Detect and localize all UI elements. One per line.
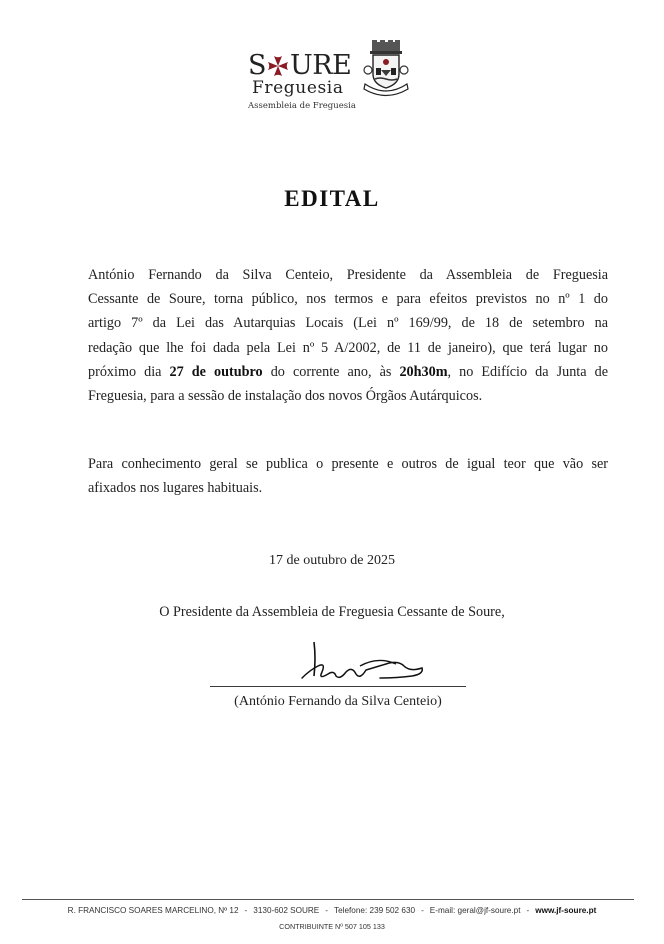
- paragraph-line: Freguesia, para a sessão de instalação dos novos Órgãos Autárquicos.: [88, 388, 483, 405]
- document-date: 17 de outubro de 2025: [269, 553, 395, 568]
- text-segment: , no Edifício da Junta de: [447, 363, 608, 380]
- logo-wordmark: [248, 52, 351, 79]
- logo-letter-s: S: [248, 50, 266, 81]
- paragraph-line-meeting: [88, 360, 608, 384]
- meeting-time: 20h30m: [399, 363, 448, 380]
- announcement-paragraph: [88, 263, 608, 408]
- separator: -: [421, 906, 424, 915]
- coat-of-arms-icon: [360, 40, 412, 100]
- footer-email: E-mail: geral@jf-soure.pt: [429, 906, 521, 915]
- footer-tax-id: CONTRIBUINTE Nº 507 105 133: [279, 922, 385, 931]
- signature-line: [210, 686, 466, 687]
- paragraph-line: artigo 7º da Lei das Autarquias Locais (Lei nº 169/99, de 18 de setembro na: [88, 315, 608, 332]
- separator: -: [325, 906, 329, 915]
- paragraph-line: António Fernando da Silva Centeio, Presidente da Assembleia de Freguesia: [88, 267, 608, 283]
- footer-contact: [0, 906, 664, 915]
- document-title: EDITAL: [284, 186, 380, 211]
- signature-icon: [300, 640, 430, 688]
- footer-phone: Telefone: 239 502 630: [334, 906, 416, 915]
- footer-divider: [22, 899, 634, 900]
- text-segment: do corrente ano, às: [262, 363, 400, 380]
- footer-address: R. FRANCISCO SOARES MARCELINO, Nº 12: [67, 906, 239, 915]
- paragraph-line: afixados nos lugares habituais.: [88, 480, 263, 497]
- paragraph-line: Cessante de Soure, torna público, nos termos e para efeitos previstos no nº 1 do: [88, 291, 608, 308]
- logo-freguesia: Freguesia: [252, 78, 344, 98]
- logo-letters-ure: URE: [290, 50, 352, 81]
- logo-assembleia: Assembleia de Freguesia: [248, 101, 356, 111]
- text-segment: próximo dia: [88, 363, 170, 380]
- meeting-date: 27 de outubro: [169, 363, 263, 380]
- footer-postal: 3130-602 SOURE: [253, 906, 320, 915]
- separator: -: [526, 906, 530, 915]
- separator: -: [244, 906, 248, 915]
- templar-cross-icon: [267, 55, 289, 77]
- closing-line: O Presidente da Assembleia de Freguesia Cessante de Soure,: [159, 604, 505, 620]
- publication-paragraph: [88, 452, 608, 500]
- paragraph-line: redação que lhe foi dada pela Lei nº 5 A/2002, de 11 de janeiro), que terá lugar no: [88, 339, 608, 356]
- paragraph-line: Para conhecimento geral se publica o presente e outros de igual teor que vão ser: [88, 456, 608, 472]
- footer-website: www.jf-soure.pt: [535, 906, 597, 915]
- signatory-name: (António Fernando da Silva Centeio): [234, 694, 442, 709]
